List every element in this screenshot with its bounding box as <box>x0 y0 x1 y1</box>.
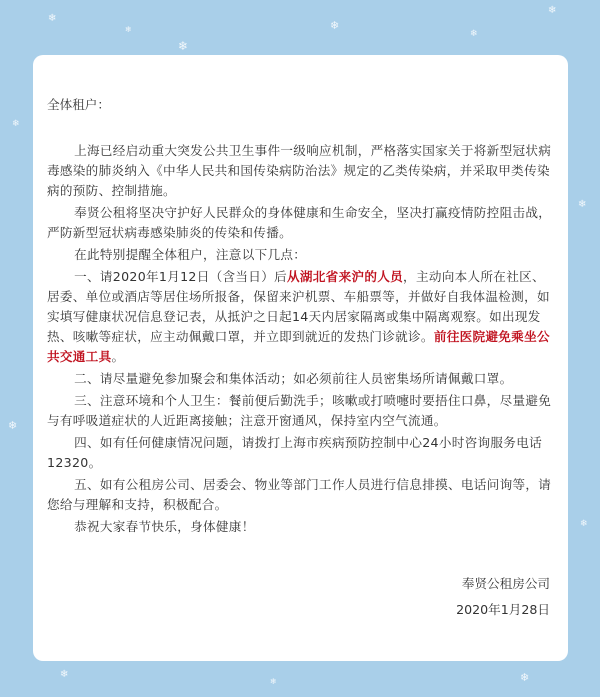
paragraph-commitment: 奉贤公租将坚决守护好人民群众的身体健康和生命安全，坚决打赢疫情防控阻击战，严防新型冠状病毒感染肺炎的传染和传播。 <box>47 205 552 240</box>
snowflake-icon: ❄ <box>125 25 132 34</box>
notice-item-1-pre: 一、请2020年1月12日（含当日）后 <box>74 269 287 284</box>
snowflake-icon: ❄ <box>520 671 530 684</box>
notice-letter <box>33 55 568 661</box>
snowflake-icon: ❄ <box>330 19 340 32</box>
snowflake-icon: ❄ <box>178 39 189 53</box>
highlight-avoid-public-transport: 前往医院避免乘坐公共交通工具 <box>47 329 550 364</box>
notice-item-4: 四、如有任何健康情况问题，请拨打上海市疾病预防控制中心24小时咨询服务电话12320。 <box>47 435 542 470</box>
snowflake-icon: ❄ <box>470 29 478 39</box>
highlight-hubei-arrivals: 从湖北省来沪的人员 <box>287 269 404 284</box>
notice-item-1-body: ，主动向本人所在社区、 居委、单位或酒店等居住场所报备，保留来沪机票、车船票等，并做好自我体温检测，如实填写健康状况信息登记表，从抵沪之日起14天内居家隔离或集中隔离观察。如出现发热、咳嗽等症状，应主动佩戴口罩，并立即到就近的发热门诊就诊。 <box>47 269 550 344</box>
snowflake-icon: ❄ <box>12 119 20 129</box>
paragraph-reminder: 在此特别提醒全体租户，注意以下几点： <box>74 247 307 262</box>
signature-date: 2020年1月28日 <box>456 602 550 617</box>
snowflake-icon: ❄ <box>270 677 277 686</box>
snowflake-icon: ❄ <box>580 519 588 529</box>
closing-greeting: 恭祝大家春节快乐，身体健康！ <box>74 519 255 534</box>
notice-item-1-end: 。 <box>111 349 125 364</box>
snowflake-icon: ❄ <box>60 669 69 680</box>
signature-company: 奉贤公租房公司 <box>461 576 550 591</box>
notice-item-3: 三、注意环境和个人卫生：餐前便后勤洗手；咳嗽或打喷嚏时要捂住口鼻，尽量避免与有呼吸道症状的人近距离接触；注意开窗通风，保持室内空气流通。 <box>47 393 552 428</box>
snowflake-icon: ❄ <box>8 419 18 432</box>
snowflake-icon: ❄ <box>48 13 57 24</box>
salutation: 全体租户： <box>47 97 110 112</box>
snowflake-icon: ❄ <box>548 5 557 16</box>
notice-item-5: 五、如有公租房公司、居委会、物业等部门工作人员进行信息排摸、电话问询等，请您给与理解和支持，积极配合。 <box>47 477 552 512</box>
paragraph-intro: 上海已经启动重大突发公共卫生事件一级响应机制，严格落实国家关于将新型冠状病毒感染的肺炎纳入《中华人民共和国传染病防治法》规定的乙类传染病，并采取甲类传染病的预防、控制措施。 <box>47 143 552 198</box>
notice-item-1 <box>47 267 554 367</box>
snowflake-icon: ❄ <box>578 199 587 210</box>
notice-item-2: 二、请尽量避免参加聚会和集体活动；如必须前往人员密集场所请佩戴口罩。 <box>74 371 513 386</box>
